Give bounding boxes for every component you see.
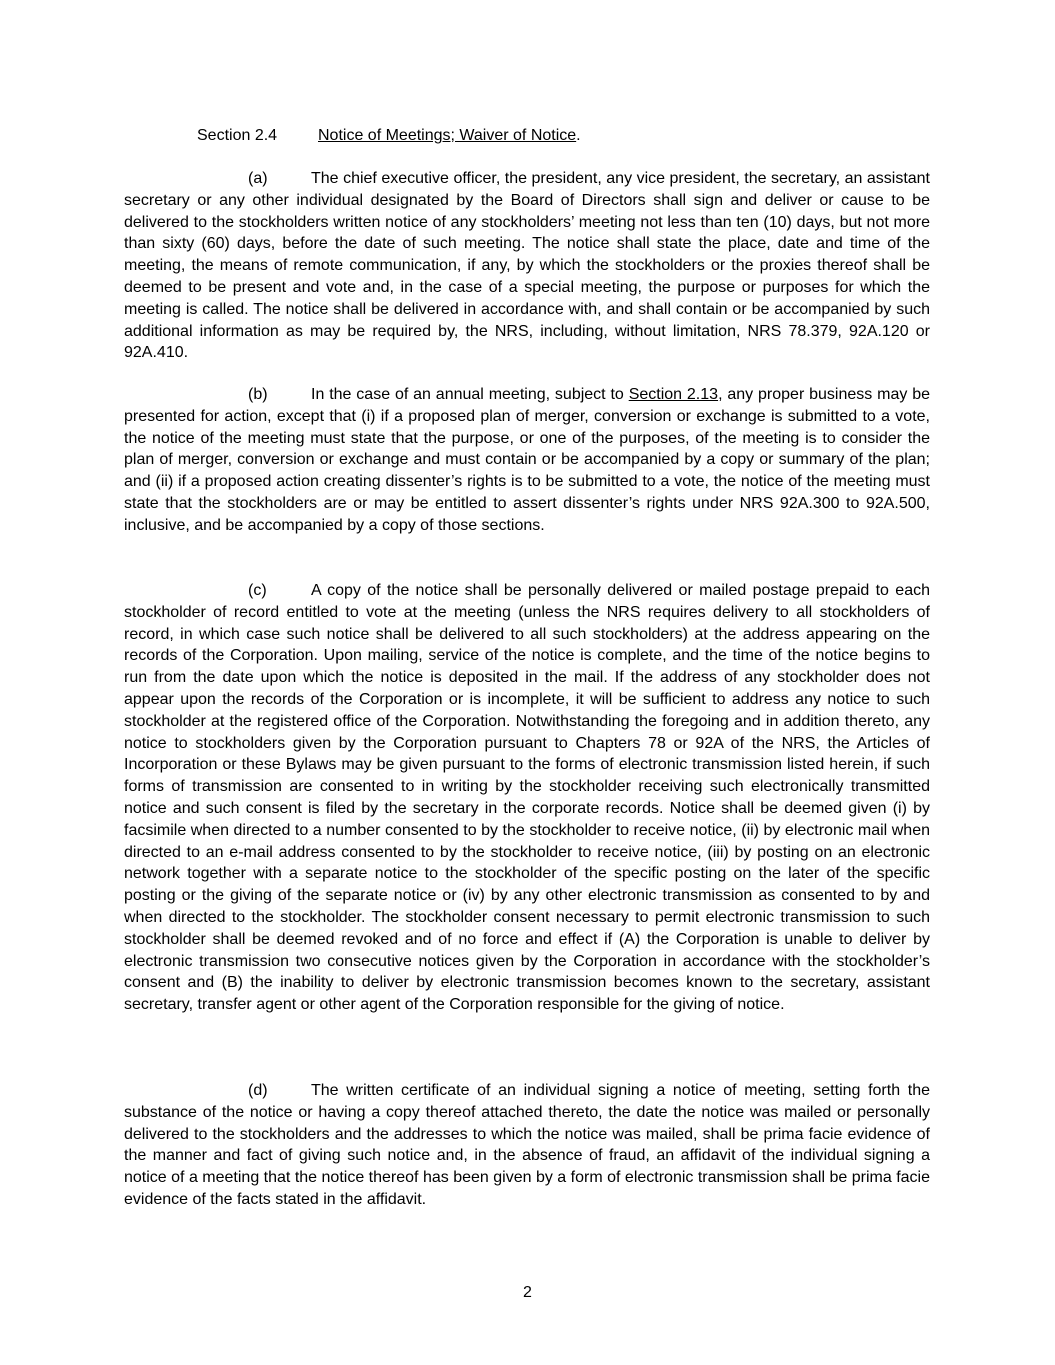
page-number: 2 — [523, 1284, 532, 1301]
paragraph-c — [124, 580, 930, 1016]
section-cross-reference: Section 2.13 — [628, 386, 719, 403]
paragraph-b-label: (b) — [248, 386, 268, 403]
paragraph-d — [124, 1080, 930, 1211]
section-title: Notice of Meetings; Waiver of Notice — [318, 127, 577, 144]
paragraph-d-label: (d) — [248, 1082, 268, 1099]
paragraph-b-text-after: , any proper business may be presented for action, except that (i) if a proposed plan of merger, conversion or exchange is submitted to a vote, the notice of the meeting must state that the purpose, or one of the purposes, of the meeting is to consider the plan of merger, conversion or exchange and must contain or be accompanied by a copy or summary of the plan; and (ii) if a proposed action creating dissenter’s rights is to be submitted to a vote, the notice of the meeting must state that the stockholders are or may be entitled to assert dissenter’s rights under NRS 92A.300 to 92A.500, inclusive, and be accompanied by a copy of those sections. — [124, 386, 931, 534]
section-title-punctuation: . — [576, 127, 581, 144]
paragraph-a-label: (a) — [248, 170, 268, 187]
paragraph-c-text: A copy of the notice shall be personally delivered or mailed postage prepaid to each stockholder of record entitled to vote at the meeting (unless the NRS requires delivery to all stockholders of record, in which case such notice shall be delivered to all such stockholders) at the address appearing on the records of the Corporation. Upon mailing, service of the notice is complete, and the time of the notice begins to run from the date upon which the notice is deposited in the mail. If the address of any stockholder does not appear upon the records of the Corporation or is incomplete, it will be sufficient to address any notice to such stockholder at the registered office of the Corporation. Notwithstanding the foregoing and in addition thereto, any notice to stockholders given by the Corporation pursuant to Chapters 78 or 92A of the NRS, the Articles of Incorporation or these Bylaws may be given pursuant to the forms of electronic transmission listed herein, if such forms of transmission are consented to in writing by the stockholder receiving such electronically transmitted notice and such consent is filed by the secretary in the corporate records. Notice shall be deemed given (i) by facsimile when directed to a number consented to by the stockholder to receive notice, (ii) by electronic mail when directed to an e-mail address consented to by the stockholder to receive notice, (iii) by posting on an electronic network together with a separate notice to the stockholder of the specific posting on the later of the specific posting or the giving of the separate notice or (iv) by any other electronic transmission as consented to by and when directed to the stockholder. The stockholder consent necessary to permit electronic transmission to such stockholder shall be deemed revoked and of no force and effect if (A) the Corporation is unable to deliver by electronic transmission two consecutive notices given by the Corporation in accordance with the stockholder’s consent and (B) the inability to deliver by electronic transmission becomes known to the secretary, assistant secretary, transfer agent or other agent of the Corporation responsible for the giving of notice. — [124, 582, 930, 1014]
paragraph-b — [124, 384, 930, 537]
section-heading — [197, 125, 581, 147]
paragraph-d-text: The written certificate of an individual signing a notice of meeting, setting forth the substance of the notice or having a copy thereof attached thereto, the date the notice was mailed or personally delivered to the stockholders and the addresses to which the notice was mailed, shall be prima facie evidence of the manner and fact of giving such notice and, in the absence of fraud, an affidavit of the individual signing a notice of a meeting that the notice thereof has been given by a form of electronic transmission shall be prima facie evidence of the facts stated in the affidavit. — [124, 1082, 930, 1208]
paragraph-c-label: (c) — [248, 582, 267, 599]
paragraph-a — [124, 168, 930, 364]
paragraph-a-text: The chief executive officer, the president, any vice president, the secretary, an assistant secretary or any other individual designated by the Board of Directors shall sign and deliver or cause to be delivered to the stockholders written notice of any stockholders’ meeting not less than ten (10) days, but not more than sixty (60) days, before the date of such meeting. The notice shall state the place, date and time of the meeting, the means of remote communication, if any, by which the stockholders or the proxies thereof shall be deemed to be present and vote and, in the case of a special meeting, the purpose or purposes for which the meeting is called. The notice shall be delivered in accordance with, and shall contain or be accompanied by such additional information as may be required by, the NRS, including, without limitation, NRS 78.379, 92A.120 or 92A.410. — [124, 170, 930, 362]
paragraph-b-text-before: In the case of an annual meeting, subject to — [311, 386, 629, 403]
section-number: Section 2.4 — [197, 127, 278, 144]
